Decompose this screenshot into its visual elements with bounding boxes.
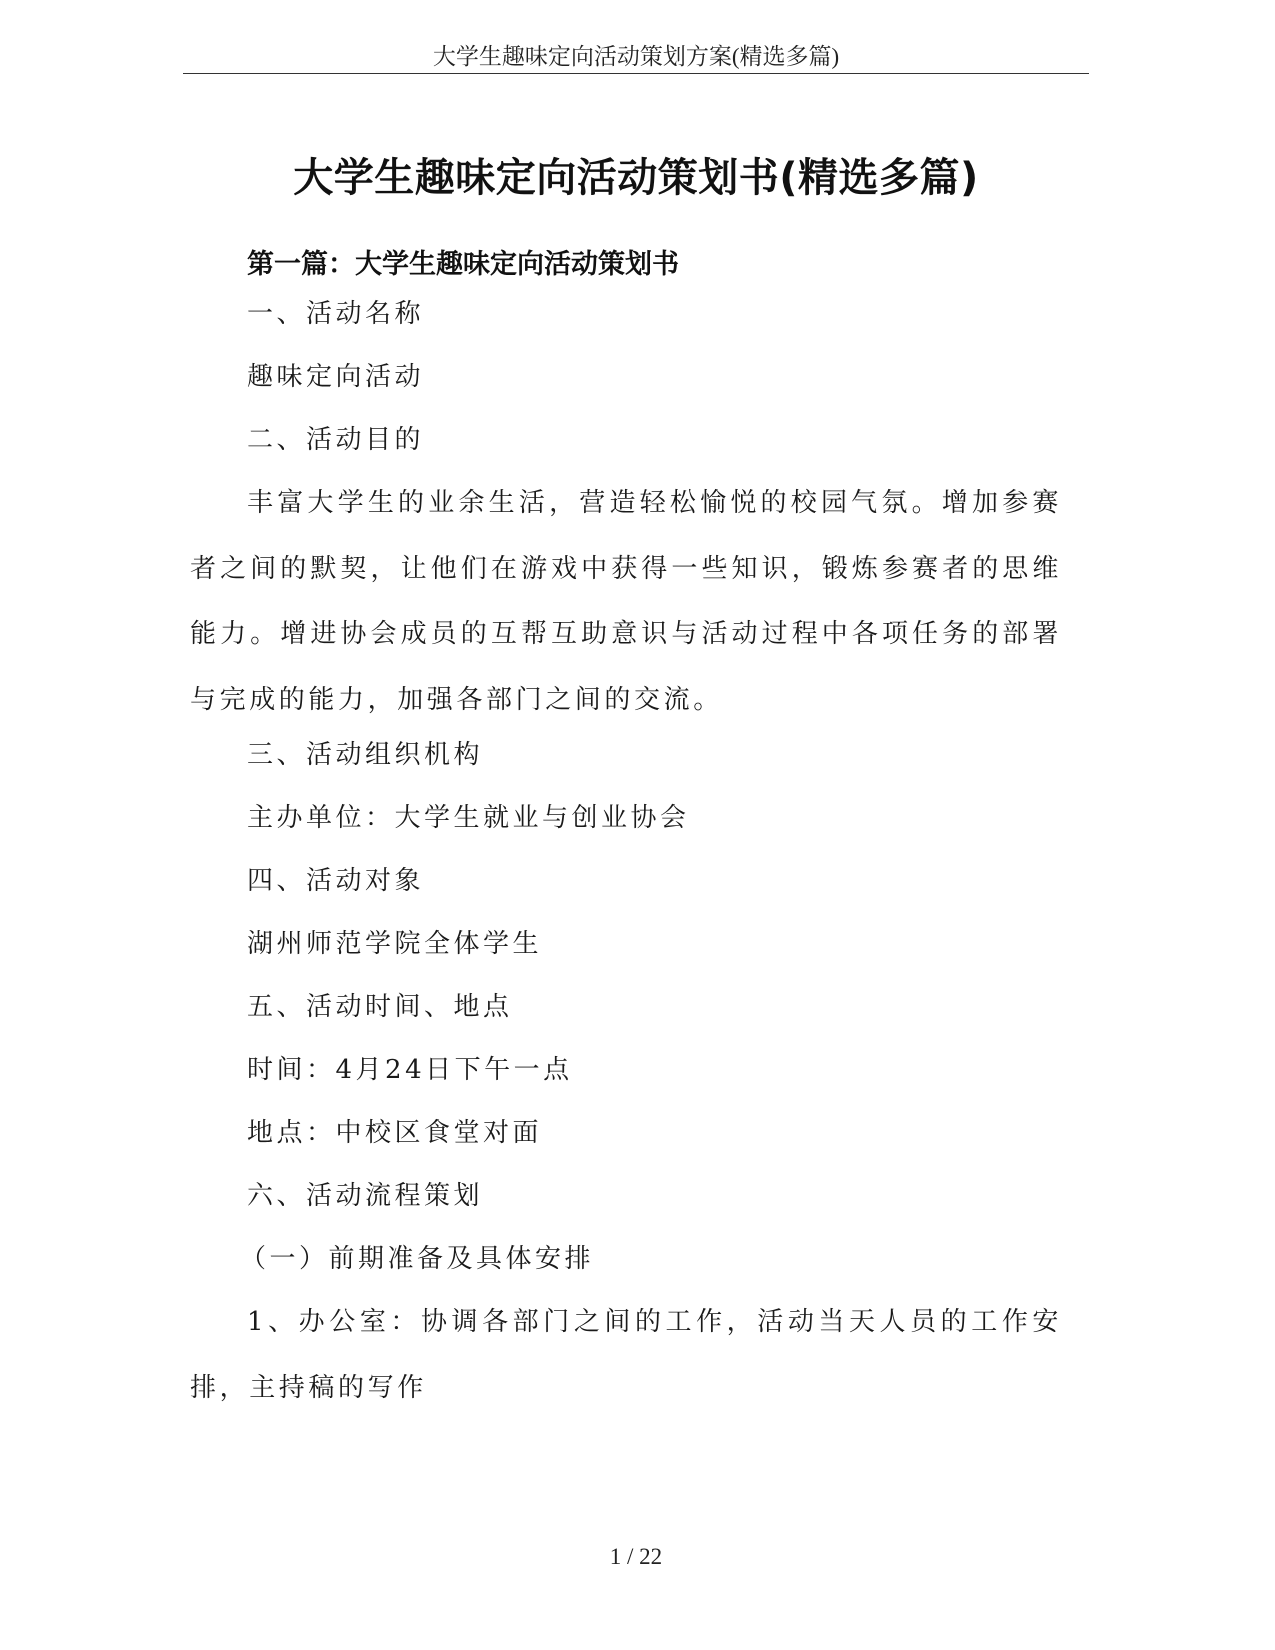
heading-activity-purpose: 二、活动目的 [247, 425, 425, 455]
section-title: 第一篇：大学生趣味定向活动策划书 [247, 249, 679, 280]
subheading-preparation: （一）前期准备及具体安排 [240, 1244, 595, 1274]
activity-name-text: 趣味定向活动 [247, 362, 425, 392]
participants-text: 湖州师范学院全体学生 [247, 929, 543, 959]
organizer-text: 主办单位：大学生就业与创业协会 [247, 803, 690, 833]
activity-purpose-paragraph: 丰富大学生的业余生活，营造轻松愉悦的校园气氛。增加参赛者之间的默契，让他们在游戏中获得一些知识，锻炼参赛者的思维能力。增进协会成员的互帮互助意识与活动过程中各项任务的部署与完成的能力，加强各部门之间的交流。 [190, 488, 1062, 715]
document-title: 大学生趣味定向活动策划书(精选多篇) [293, 155, 979, 201]
heading-activity-name: 一、活动名称 [247, 299, 425, 329]
header-divider [183, 73, 1089, 74]
running-header: 大学生趣味定向活动策划方案(精选多篇) [432, 44, 840, 69]
heading-process-plan: 六、活动流程策划 [247, 1181, 484, 1211]
time-text: 时间：4月24日下午一点 [247, 1055, 573, 1085]
place-text: 地点：中校区食堂对面 [247, 1118, 543, 1148]
office-duty-paragraph: 1、办公室：协调各部门之间的工作，活动当天人员的工作安排，主持稿的写作 [190, 1307, 1062, 1403]
heading-participants: 四、活动对象 [247, 866, 425, 896]
heading-time-place: 五、活动时间、地点 [247, 992, 513, 1022]
heading-organization: 三、活动组织机构 [247, 740, 484, 770]
page-number: 1 / 22 [609, 1544, 663, 1569]
